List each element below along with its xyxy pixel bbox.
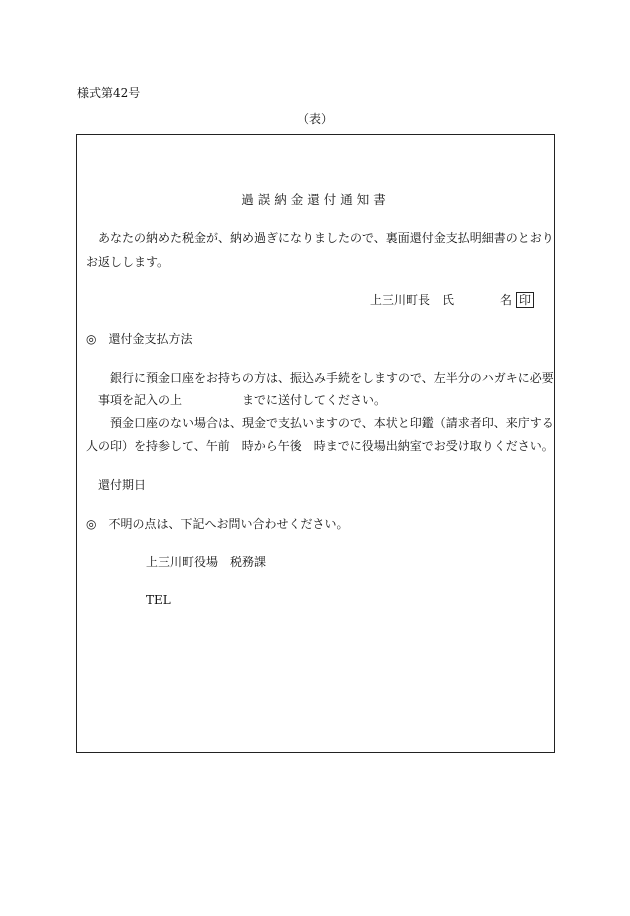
intro-line-1: あなたの納めた税金が、納め過ぎになりましたので、裏面還付金支払明細書のとおり xyxy=(98,231,554,245)
payment-method-heading: ◎ 還付金支払方法 xyxy=(86,332,193,346)
form-number: 様式第42号 xyxy=(77,86,141,100)
signatory-name-label: 名 xyxy=(500,293,513,307)
inquiry-tel-label: TEL xyxy=(146,593,171,607)
signatory-name-block xyxy=(500,291,534,308)
inquiry-heading: ◎ 不明の点は、下記へお問い合わせください。 xyxy=(86,517,349,531)
bank-line-2a: 事項を記入の上 xyxy=(98,393,183,407)
inquiry-office: 上三川町役場 税務課 xyxy=(146,555,267,569)
intro-line-2: お返しします。 xyxy=(86,255,170,269)
bank-line-2b: までに送付してください。 xyxy=(242,393,387,407)
signatory-title: 上三川町長 氏 xyxy=(370,293,455,307)
seal-mark: 印 xyxy=(516,292,534,308)
notice-title: 過誤納金還付通知書 xyxy=(241,192,390,207)
cash-line-1: 預金口座のない場合は、現金で支払いますので、本状と印鑑（請求者印、来庁する xyxy=(110,416,554,430)
cash-line-2: 人の印）を持参して、午前 時から午後 時までに役場出納室でお受け取りください。 xyxy=(86,439,554,453)
refund-date-label: 還付期日 xyxy=(98,478,147,492)
bank-line-1: 銀行に預金口座をお持ちの方は、振込み手続をしますので、左半分のハガキに必要 xyxy=(110,371,554,385)
side-label: （表） xyxy=(296,112,333,126)
